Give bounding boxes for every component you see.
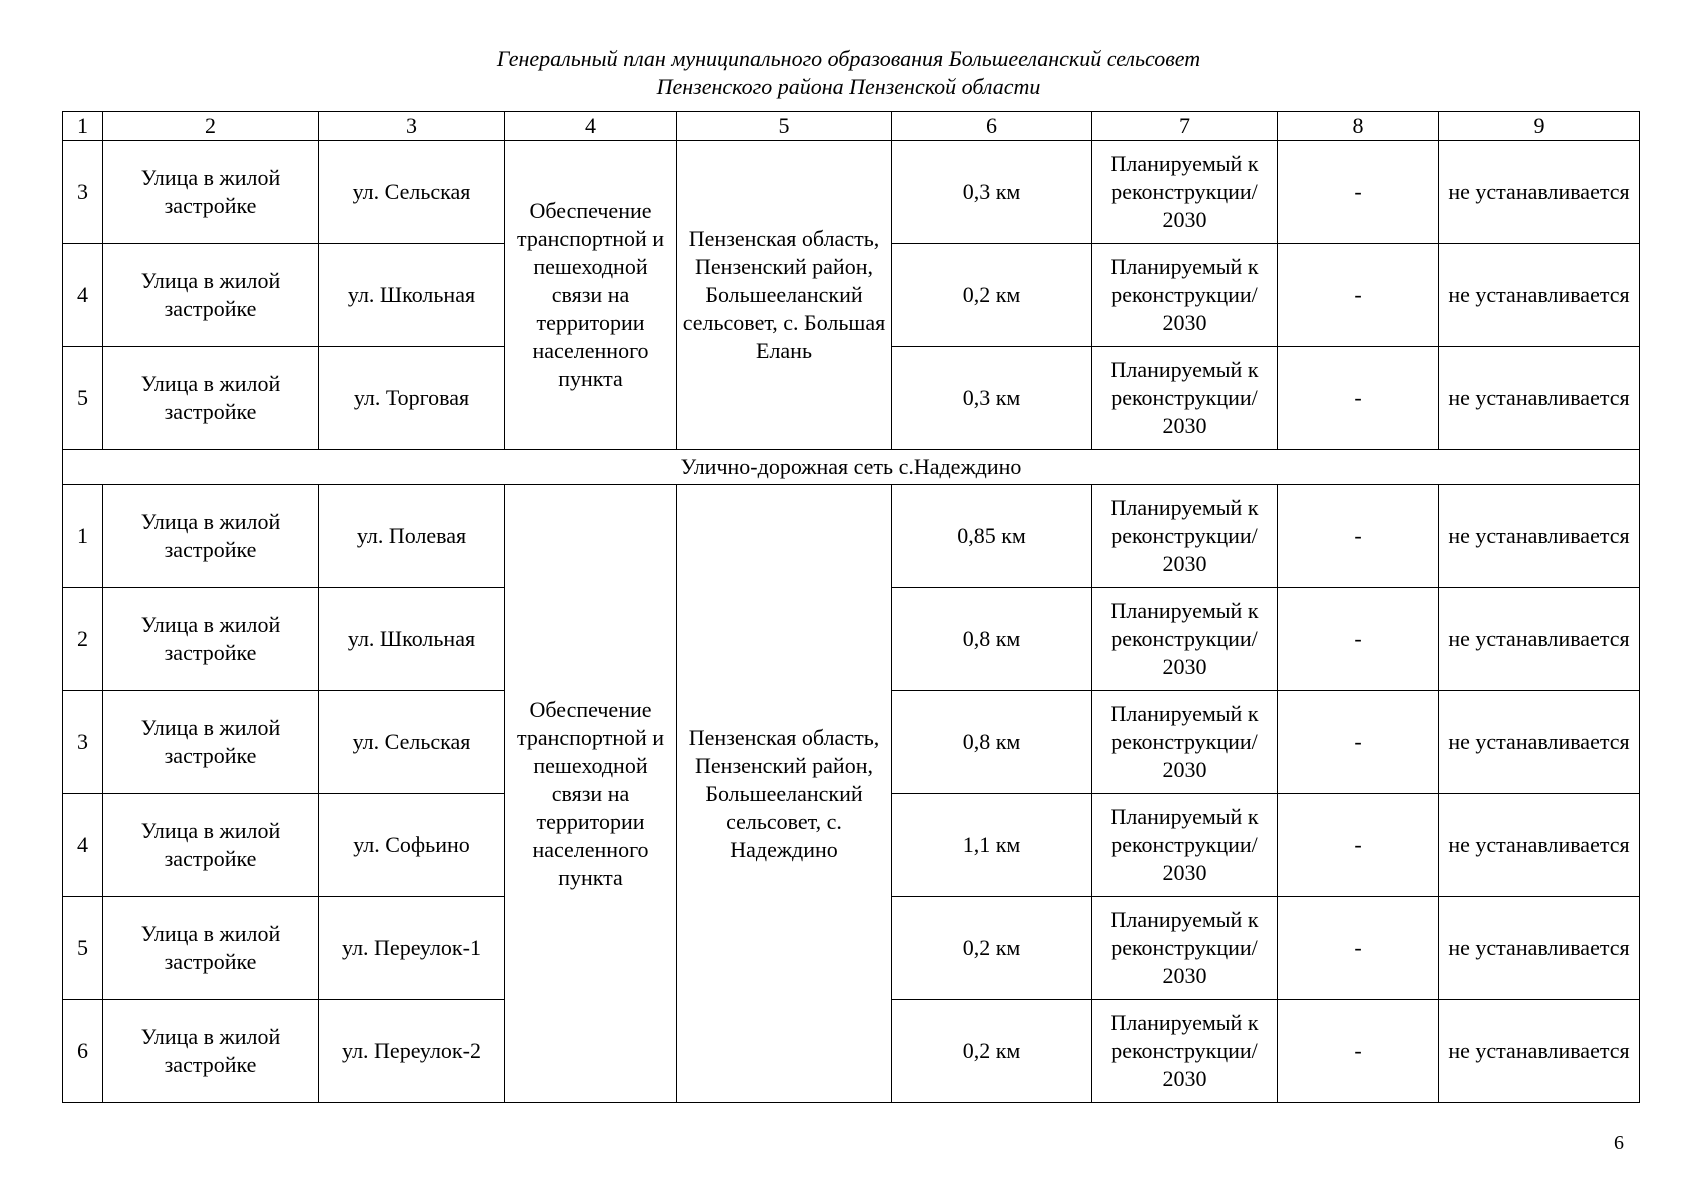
street-name: ул. Полевая — [319, 485, 505, 588]
table-row — [63, 141, 1640, 244]
length-cell: 0,3 км — [892, 141, 1092, 244]
zone-cell: не устанавливается — [1439, 588, 1640, 691]
column-number: 2 — [103, 112, 319, 141]
zone-cell: не устанавливается — [1439, 347, 1640, 450]
column-8-cell: - — [1278, 794, 1439, 897]
object-type: Улица в жилой застройке — [103, 244, 319, 347]
street-name: ул. Софьино — [319, 794, 505, 897]
location-cell: Пензенская область, Пензенский район, Большееланский сельсовет, с. Большая Елань — [677, 141, 892, 450]
column-number: 4 — [505, 112, 677, 141]
zone-cell: не устанавливается — [1439, 244, 1640, 347]
object-type: Улица в жилой застройке — [103, 347, 319, 450]
status-cell: Планируемый к реконструкции/ 2030 — [1092, 1000, 1278, 1103]
length-cell: 1,1 км — [892, 794, 1092, 897]
zone-cell: не устанавливается — [1439, 794, 1640, 897]
column-8-cell: - — [1278, 347, 1439, 450]
column-number: 6 — [892, 112, 1092, 141]
zone-cell: не устанавливается — [1439, 141, 1640, 244]
column-number: 1 — [63, 112, 103, 141]
status-cell: Планируемый к реконструкции/ 2030 — [1092, 485, 1278, 588]
row-number: 2 — [63, 588, 103, 691]
purpose-cell: Обеспечение транспортной и пешеходной связи на территории населенного пункта — [505, 141, 677, 450]
street-name: ул. Школьная — [319, 244, 505, 347]
column-number: 5 — [677, 112, 892, 141]
length-cell: 0,3 км — [892, 347, 1092, 450]
column-number-row — [63, 112, 1640, 141]
column-8-cell: - — [1278, 485, 1439, 588]
object-type: Улица в жилой застройке — [103, 485, 319, 588]
status-cell: Планируемый к реконструкции/ 2030 — [1092, 347, 1278, 450]
location-cell: Пензенская область, Пензенский район, Большееланский сельсовет, с. Надеждино — [677, 485, 892, 1103]
column-8-cell: - — [1278, 1000, 1439, 1103]
length-cell: 0,2 км — [892, 1000, 1092, 1103]
length-cell: 0,8 км — [892, 691, 1092, 794]
column-number: 9 — [1439, 112, 1640, 141]
row-number: 3 — [63, 691, 103, 794]
row-number: 4 — [63, 794, 103, 897]
status-cell: Планируемый к реконструкции/ 2030 — [1092, 794, 1278, 897]
object-type: Улица в жилой застройке — [103, 691, 319, 794]
row-number: 1 — [63, 485, 103, 588]
object-type: Улица в жилой застройке — [103, 588, 319, 691]
table-row — [63, 485, 1640, 588]
page-number: 6 — [1614, 1132, 1624, 1154]
zone-cell: не устанавливается — [1439, 691, 1640, 794]
zone-cell: не устанавливается — [1439, 1000, 1640, 1103]
length-cell: 0,8 км — [892, 588, 1092, 691]
row-number: 5 — [63, 347, 103, 450]
street-name: ул. Переулок-2 — [319, 1000, 505, 1103]
purpose-cell: Обеспечение транспортной и пешеходной связи на территории населенного пункта — [505, 485, 677, 1103]
object-type: Улица в жилой застройке — [103, 141, 319, 244]
zone-cell: не устанавливается — [1439, 897, 1640, 1000]
column-number: 7 — [1092, 112, 1278, 141]
row-number: 6 — [63, 1000, 103, 1103]
street-name: ул. Школьная — [319, 588, 505, 691]
column-8-cell: - — [1278, 244, 1439, 347]
length-cell: 0,85 км — [892, 485, 1092, 588]
object-type: Улица в жилой застройке — [103, 897, 319, 1000]
status-cell: Планируемый к реконструкции/ 2030 — [1092, 141, 1278, 244]
column-8-cell: - — [1278, 588, 1439, 691]
column-8-cell: - — [1278, 897, 1439, 1000]
length-cell: 0,2 км — [892, 244, 1092, 347]
column-number: 8 — [1278, 112, 1439, 141]
street-name: ул. Сельская — [319, 141, 505, 244]
status-cell: Планируемый к реконструкции/ 2030 — [1092, 897, 1278, 1000]
status-cell: Планируемый к реконструкции/ 2030 — [1092, 691, 1278, 794]
object-type: Улица в жилой застройке — [103, 1000, 319, 1103]
column-number: 3 — [319, 112, 505, 141]
street-name: ул. Сельская — [319, 691, 505, 794]
section-title: Улично-дорожная сеть с.Надеждино — [63, 450, 1640, 485]
zone-cell: не устанавливается — [1439, 485, 1640, 588]
header-line-1: Генеральный план муниципального образования Большееланский сельсовет — [496, 46, 1201, 71]
roads-table — [62, 111, 1640, 1103]
object-type: Улица в жилой застройке — [103, 794, 319, 897]
column-8-cell: - — [1278, 691, 1439, 794]
length-cell: 0,2 км — [892, 897, 1092, 1000]
column-8-cell: - — [1278, 141, 1439, 244]
section-row — [63, 450, 1640, 485]
status-cell: Планируемый к реконструкции/ 2030 — [1092, 244, 1278, 347]
street-name: ул. Торговая — [319, 347, 505, 450]
row-number: 5 — [63, 897, 103, 1000]
header-line-2: Пензенского района Пензенской области — [656, 74, 1041, 99]
row-number: 4 — [63, 244, 103, 347]
street-name: ул. Переулок-1 — [319, 897, 505, 1000]
status-cell: Планируемый к реконструкции/ 2030 — [1092, 588, 1278, 691]
row-number: 3 — [63, 141, 103, 244]
